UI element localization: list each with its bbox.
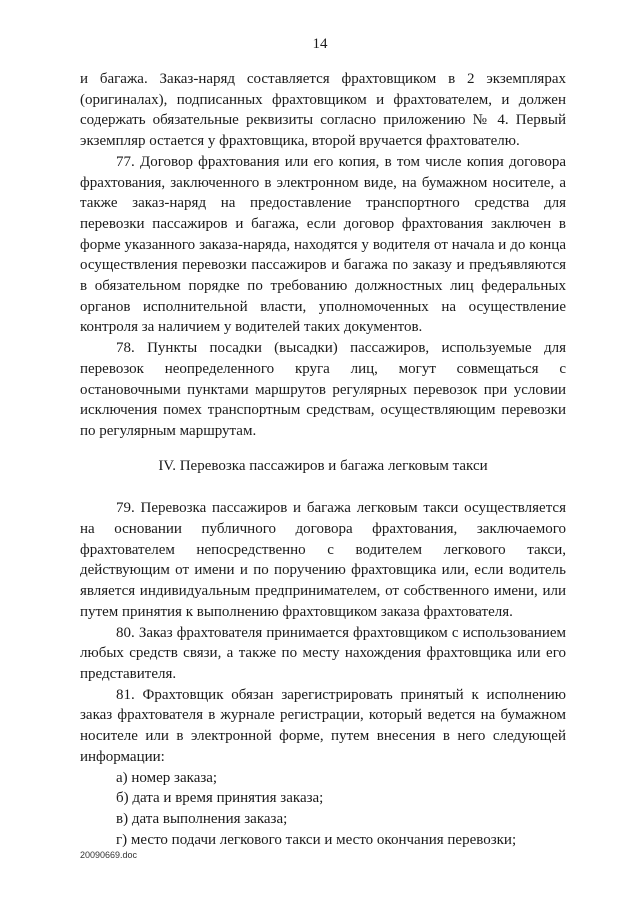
paragraph-80: 80. Заказ фрахтователя принимается фрахтовщиком с использованием любых средств связи, а также по месту нахождения фрахтовщика или его представителя. <box>80 624 566 682</box>
paragraph-81: 81. Фрахтовщик обязан зарегистрировать принятый к исполнению заказ фрахтователя в журнале регистрации, который ведется на бумажном носителе или в электронной форме, путем внесения в него следующей информации: <box>80 686 566 765</box>
paragraph-77: 77. Договор фрахтования или его копия, в том числе копия договора фрахтования, заключенного в электронном виде, на бумажном носителе, а также заказ-наряд на предоставление транспортного средства для перевозки пассажиров и багажа, если договор фрахтования заключен в форме указанного заказа-наряда, находятся у водителя от начала и до конца осуществления перевозки пассажиров и багажа по заказу и предъявляются в обязательном порядке по требованию должностных лиц федеральных органов исполнительной власти, уполномоченных на осуществление контроля за наличием у водителей таких документов. <box>80 153 566 336</box>
list-item-a: а) номер заказа; <box>116 769 218 786</box>
section-heading-iv: IV. Перевозка пассажиров и багажа легковым такси <box>158 457 488 474</box>
paragraph-78: 78. Пункты посадки (высадки) пассажиров, используемые для перевозок неопределенного круга лиц, могут совмещаться с остановочными пунктами маршрутов регулярных перевозок при условии исключения помех транспортным средствам, осуществляющим перевозки по регулярным маршрутам. <box>80 340 566 439</box>
page-number: 14 <box>312 36 328 52</box>
paragraph-79: 79. Перевозка пассажиров и багажа легковым такси осуществляется на основании публичного договора фрахтования, заключаемого фрахтователем непосредственно с водителем легкового такси, действующим от имени и по поручению фрахтовщика или, если водитель является индивидуальным предпринимателем, от собственного имени, или путем принятия к выполнению фрахтовщиком заказа фрахтователя. <box>80 500 566 620</box>
document-body <box>80 69 566 850</box>
list-item-b: б) дата и время принятия заказа; <box>116 790 324 807</box>
paragraph-continuation: и багажа. Заказ-наряд составляется фрахтовщиком в 2 экземплярах (оригиналах), подписанных фрахтовщиком и фрахтователем, и должен содержать обязательные реквизиты согласно приложению № 4. Первый экземпляр остается у фрахтовщика, второй вручается фрахтователю. <box>80 71 566 150</box>
list-item-c: в) дата выполнения заказа; <box>116 810 288 827</box>
list-item-d: г) место подачи легкового такси и место окончания перевозки; <box>116 831 517 848</box>
footer-filename: 20090669.doc <box>80 850 138 860</box>
